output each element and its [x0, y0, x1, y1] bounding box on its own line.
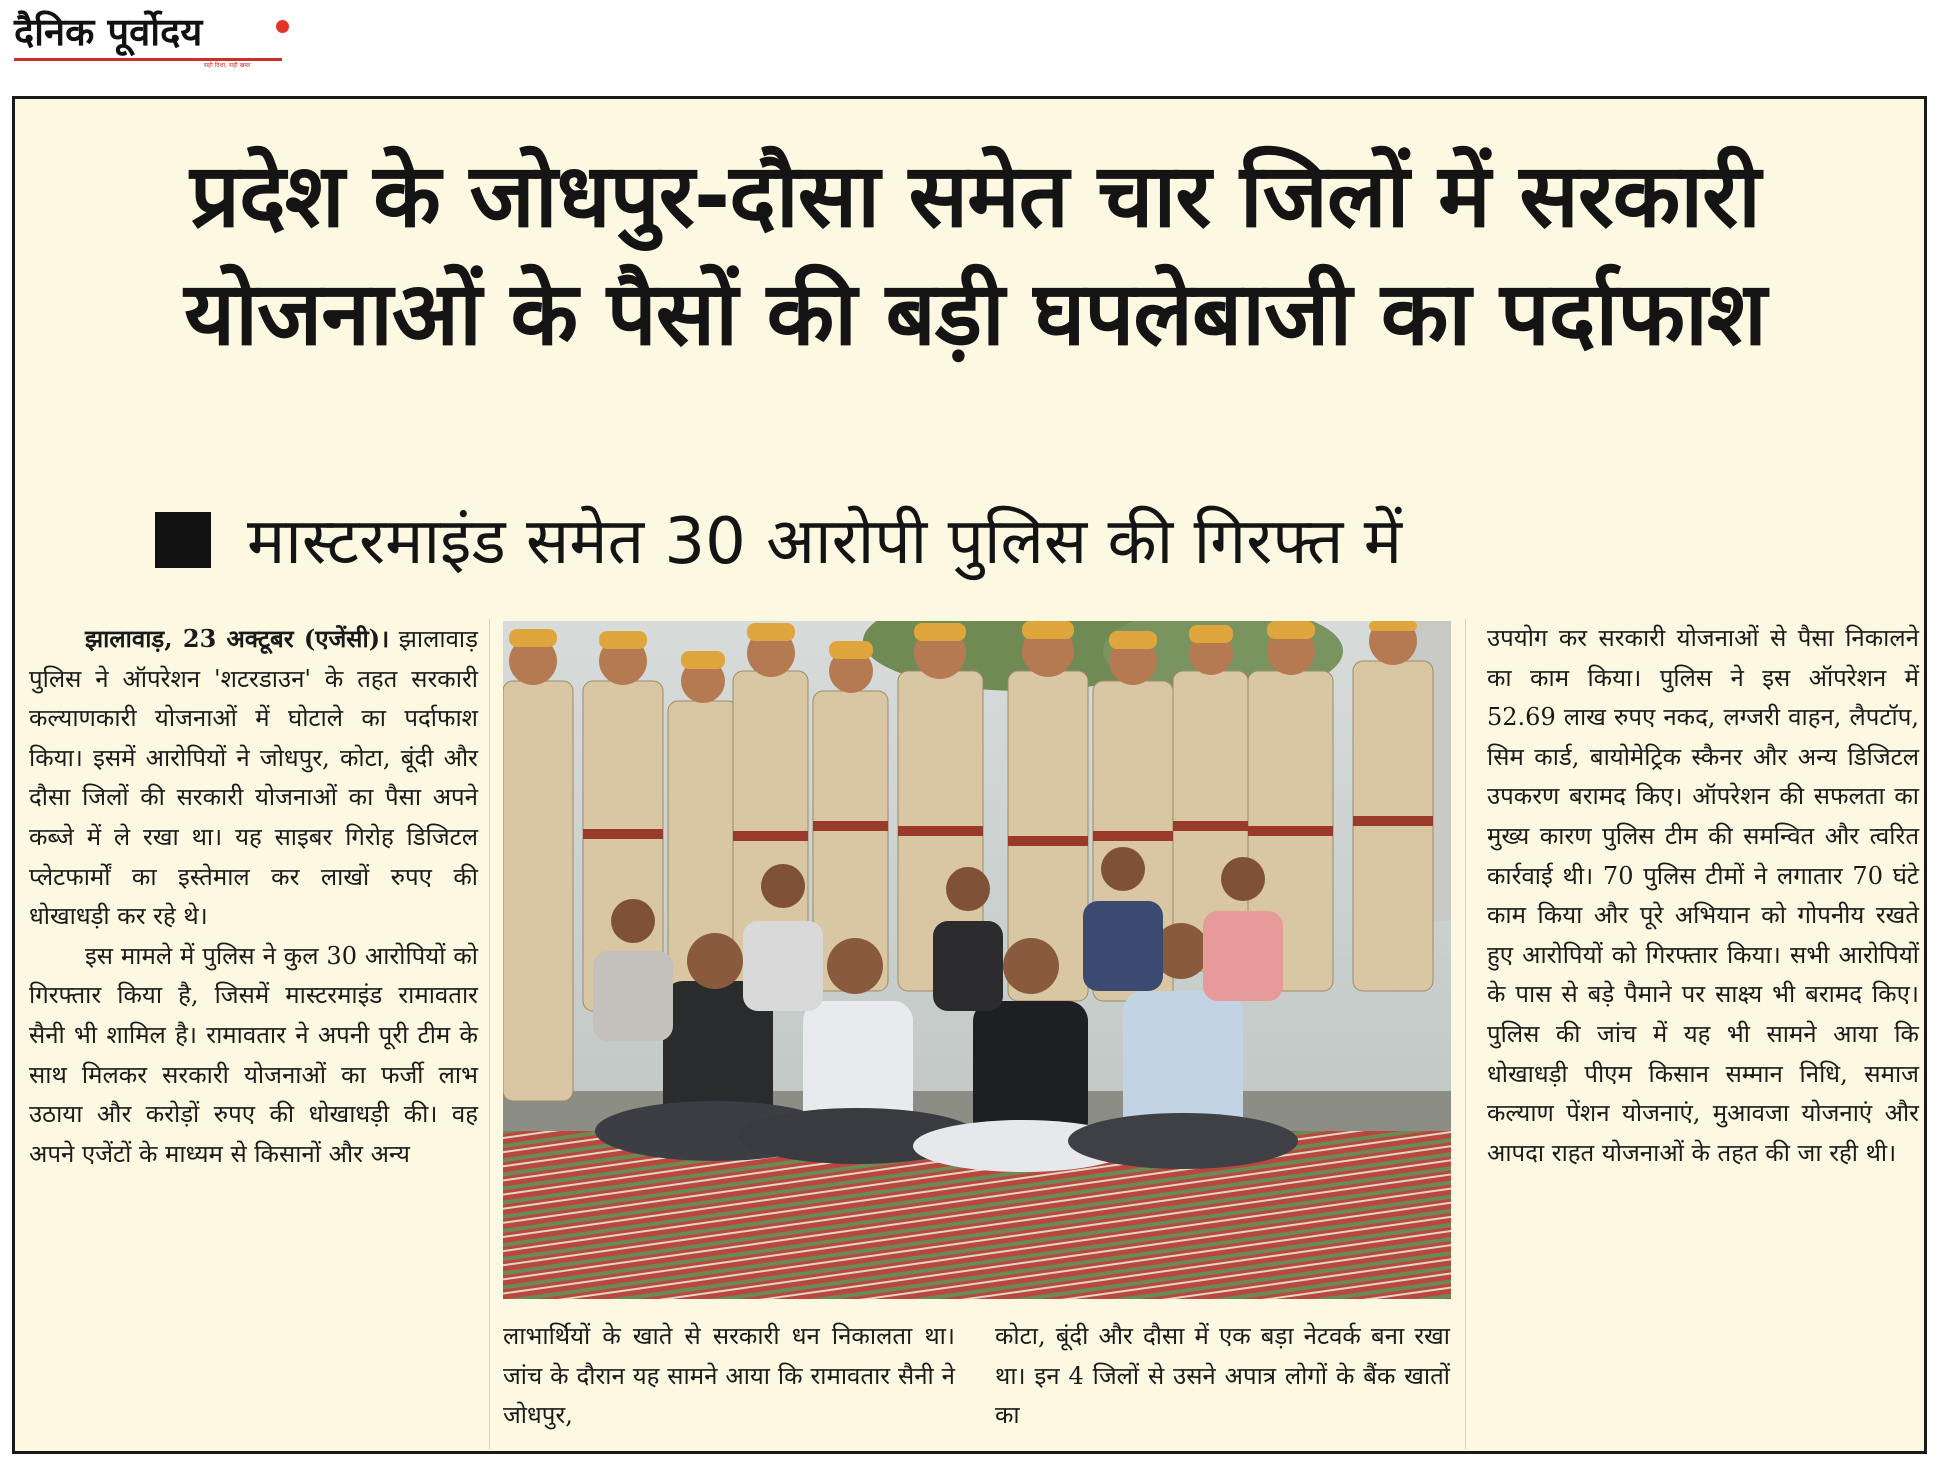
square-bullet-icon — [155, 512, 211, 568]
dateline: झालावाड़, 23 अक्टूबर (एजेंसी)। — [85, 624, 390, 653]
article-column-1 — [29, 619, 478, 1174]
headline: प्रदेश के जोधपुर-दौसा समेत चार जिलों में सरकारी योजनाओं के पैसों की बड़ी घपलेबाजी का पर्दाफाश — [184, 144, 1766, 365]
column-divider — [489, 619, 490, 1449]
logo-dot-icon — [276, 20, 289, 33]
newspaper-name: दैनिक पूर्वोदय — [14, 10, 203, 54]
masthead-logo — [14, 10, 284, 70]
subheadline-text: मास्टरमाइंड समेत 30 आरोपी पुलिस की गिरफ्त में — [247, 505, 1402, 579]
paragraph-1: झालावाड़ पुलिस ने ऑपरेशन 'शटरडाउन' के तहत सरकारी कल्याणकारी योजनाओं में घोटाले का पर्दाफाश किया। इसमें आरोपियों ने जोधपुर, कोटा, बूंदी और दौसा जिलों की सरकारी योजनाओं का पैसा अपने कब्जे में ले रखा था। यह साइबर गिरोह डिजिटल प्लेटफार्मों का इस्तेमाल कर लाखों रुपए की धोखाधड़ी कर रहे थे। — [29, 625, 478, 931]
article-column-3: उपयोग कर सरकारी योजनाओं से पैसा निकालने का काम किया। पुलिस ने इस ऑपरेशन में 52.69 लाख रुपए नकद, लग्जरी वाहन, लैपटॉप, सिम कार्ड, बायोमेट्रिक स्कैनर और अन्य डिजिटल उपकरण बरामद किए। ऑपरेशन की सफलता का मुख्य कारण पुलिस टीम की समन्वित और त्वरित कार्रवाई थी। 70 पुलिस टीमों ने लगातार 70 घंटे काम किया और पूरे अभियान को गोपनीय रखते हुए आरोपियों को गिरफ्तार किया। सभी आरोपियों के पास से बड़े पैमाने पर साक्ष्य भी बरामद किए। पुलिस की जांच में यह भी सामने आया कि धोखाधड़ी पीएम किसान सम्मान निधि, समाज कल्याण पेंशन योजनाएं, मुआवजा योजनाएं और आपदा राहत योजनाओं के तहत की जा रही थी। — [1487, 624, 1919, 1167]
subheadline — [155, 504, 1835, 584]
masthead-tagline: सही दिशा, सही खबर — [204, 62, 251, 69]
article-column-2b: कोटा, बूंदी और दौसा में एक बड़ा नेटवर्क बना रखा था। इन 4 जिलों से उसने अपात्र लोगों के बैंक खातों का — [995, 1322, 1450, 1430]
news-article-clipping — [12, 96, 1927, 1454]
column-divider — [1465, 619, 1466, 1449]
article-column-2a: लाभार्थियों के खाते से सरकारी धन निकालता था। जांच के दौरान यह सामने आया कि रामावतार सैनी ने जोधपुर, — [503, 1322, 955, 1430]
news-photo-police-with-accused — [503, 621, 1451, 1299]
paragraph-2: इस मामले में पुलिस ने कुल 30 आरोपियों को गिरफ्तार किया है, जिसमें मास्टरमाइंड रामावतार सैनी भी शामिल है। रामावतार ने अपनी पूरी टीम के साथ मिलकर सरकारी योजनाओं का फर्जी लाभ उठाया और करोड़ों रुपए की धोखाधड़ी की। वह अपने एजेंटों के माध्यम से किसानों और अन्य — [29, 941, 478, 1168]
